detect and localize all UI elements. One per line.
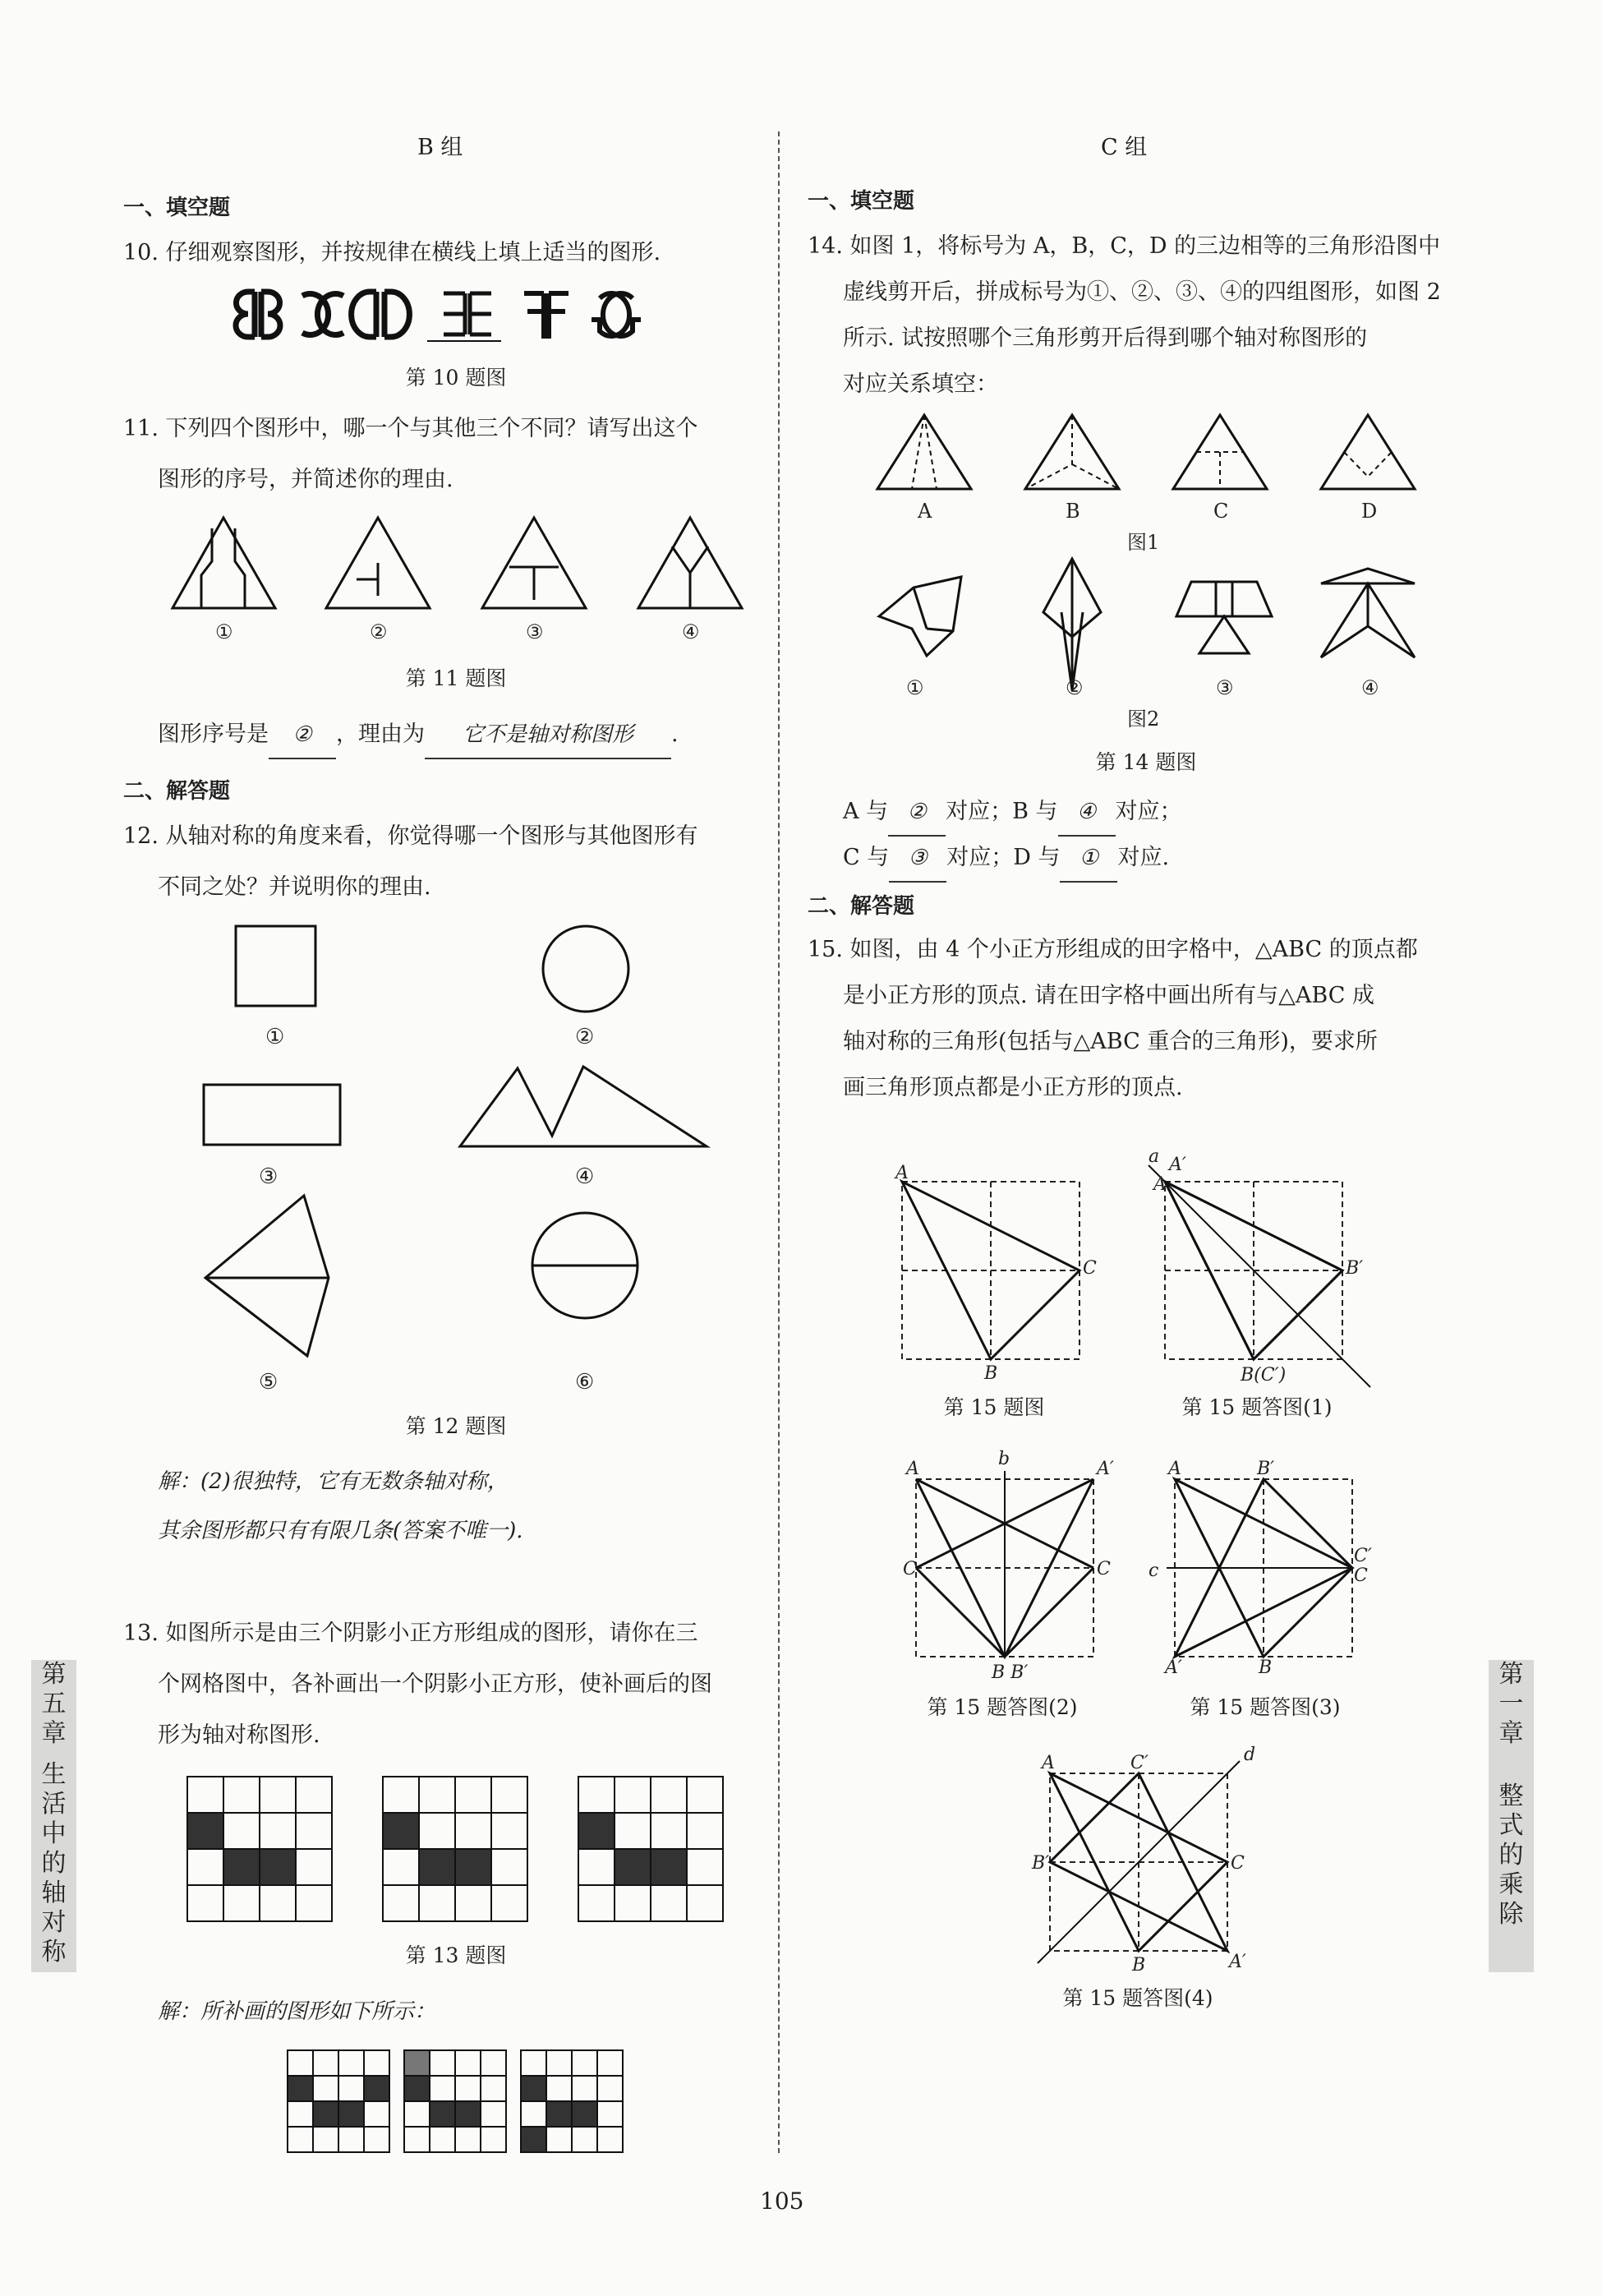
q13-solution-grids: [288, 2050, 624, 2155]
svg-text:c: c: [1149, 1561, 1159, 1581]
q11-answer-reason: 它不是轴对称图形: [425, 712, 671, 759]
section-solve: 二、解答题: [123, 779, 231, 804]
fig2-label: ③: [1216, 676, 1234, 699]
fig2-label: ②: [1066, 676, 1084, 699]
q12-label: ③: [259, 1164, 279, 1189]
answer-c: ③: [889, 835, 946, 883]
q12-line2: 不同之处？并说明你的理由.: [158, 874, 431, 900]
svg-text:B(C′): B(C′): [1241, 1365, 1287, 1385]
svg-text:A′: A′: [1229, 1952, 1246, 1972]
svg-text:B: B: [1259, 1657, 1273, 1678]
q14-answer-row2: C 与 ③ 对应；D 与 ① 对应.: [843, 835, 1169, 883]
group-b-title: B 组: [417, 135, 463, 160]
q13-grids: [187, 1777, 730, 1941]
q15-line1: 15. 如图，由 4 个小正方形组成的田字格中，△ABC 的顶点都: [808, 937, 1418, 962]
section-solve-c: 二、解答题: [808, 894, 915, 919]
q11-caption: 第 11 题图: [405, 666, 507, 690]
q15-line3: 轴对称的三角形(包括与△ABC 重合的三角形)，要求所: [843, 1029, 1378, 1054]
svg-text:d: d: [1244, 1745, 1256, 1765]
q15-answer2-caption: 第 15 题答图(2): [927, 1695, 1078, 1719]
q15-figures: [887, 1118, 1397, 1997]
q13-line3: 形为轴对称图形.: [158, 1722, 320, 1748]
svg-text:b: b: [998, 1449, 1010, 1469]
fig2-label: ①: [906, 676, 924, 699]
svg-text:A′: A′: [1165, 1657, 1182, 1678]
fig1-label: D: [1361, 500, 1378, 523]
fig2-caption: 图2: [1127, 708, 1160, 731]
q12-label: ①: [265, 1025, 285, 1049]
answer-a: ②: [888, 789, 946, 837]
svg-text:B′: B′: [1032, 1853, 1050, 1874]
q11-label: ④: [682, 620, 700, 643]
svg-text:C: C: [903, 1559, 917, 1579]
svg-text:C: C: [1231, 1853, 1245, 1874]
answer-d: ①: [1060, 835, 1117, 883]
svg-text:A: A: [1153, 1174, 1167, 1195]
svg-text:C′: C′: [1130, 1753, 1149, 1773]
svg-text:A′: A′: [1169, 1155, 1186, 1175]
q15-line4: 画三角形顶点都是小正方形的顶点.: [843, 1075, 1183, 1100]
page-number: 105: [760, 2188, 804, 2215]
svg-text:B′: B′: [1346, 1258, 1364, 1279]
q13-solution: 解：所补画的图形如下所示：: [158, 1999, 436, 2024]
svg-text:A: A: [1042, 1753, 1055, 1773]
svg-text:B B′: B B′: [992, 1662, 1029, 1683]
q12-label: ④: [575, 1164, 595, 1189]
svg-text:C: C: [1083, 1258, 1097, 1279]
q14-answer-row1: A 与 ② 对应；B 与 ④ 对应；: [843, 789, 1182, 837]
svg-text:A: A: [895, 1163, 909, 1183]
q13-line2: 个网格图中，各补画出一个阴影小正方形，使补画后的图: [158, 1671, 712, 1697]
q11-answer: 图形序号是 ② ，理由为 它不是轴对称图形 .: [158, 712, 679, 759]
svg-text:C: C: [1097, 1559, 1111, 1579]
q11-line2: 图形的序号，并简述你的理由.: [158, 467, 453, 492]
q10-text: 10. 仔细观察图形，并按规律在横线上填上适当的图形.: [123, 240, 661, 265]
q14-line2: 虚线剪开后，拼成标号为①、②、③、④的四组图形，如图 2: [843, 279, 1441, 305]
column-divider: [778, 131, 780, 2153]
q13-caption: 第 13 题图: [405, 1943, 507, 1967]
chapter-tab-left: 第 五 章 生 活 中 的 轴 对 称: [31, 1660, 76, 1972]
section-fill-blank: 一、填空题: [123, 196, 231, 220]
group-c-title: C 组: [1101, 135, 1148, 160]
q14-line3: 所示. 试按照哪个三角形剪开后得到哪个轴对称图形的: [843, 325, 1368, 351]
q15-answer1-caption: 第 15 题答图(1): [1181, 1395, 1333, 1419]
fig1-label: C: [1213, 500, 1229, 523]
q12-caption: 第 12 题图: [405, 1414, 507, 1438]
fig1-label: B: [1066, 500, 1080, 523]
fig1-label: A: [918, 500, 932, 523]
q15-answer4-caption: 第 15 题答图(4): [1062, 1986, 1213, 2010]
q14-line1: 14. 如图 1，将标号为 A，B，C，D 的三边相等的三角形沿图中: [808, 233, 1441, 259]
q12-solution-line1: 解：(2)很独特，它有无数条轴对称，: [158, 1469, 509, 1494]
section-fill-blank-c: 一、填空题: [808, 189, 915, 214]
q15-caption: 第 15 题图: [943, 1395, 1045, 1419]
q15-line2: 是小正方形的顶点. 请在田字格中画出所有与△ABC 成: [843, 983, 1375, 1008]
svg-text:A: A: [1168, 1459, 1181, 1479]
svg-text:A: A: [906, 1459, 919, 1479]
q13-line1: 13. 如图所示是由三个阴影小正方形组成的图形，请你在三: [123, 1621, 698, 1646]
q12-figure: [197, 920, 723, 1397]
q14-caption: 第 14 题图: [1095, 750, 1197, 774]
q11-label: ③: [526, 620, 544, 643]
svg-text:C′: C′: [1354, 1546, 1372, 1566]
svg-text:B: B: [984, 1363, 998, 1384]
q11-label: ②: [370, 620, 388, 643]
answer-b: ④: [1058, 789, 1116, 837]
q11-answer-number: ②: [269, 712, 336, 759]
q10-figure: [230, 284, 690, 349]
fig2-label: ④: [1361, 676, 1379, 699]
q15-answer3-caption: 第 15 题答图(3): [1190, 1695, 1341, 1719]
svg-text:B′: B′: [1257, 1459, 1275, 1479]
q10-caption: 第 10 题图: [405, 366, 507, 390]
svg-text:C: C: [1354, 1565, 1368, 1586]
fig1-caption: 图1: [1127, 531, 1160, 554]
q12-solution-line2: 其余图形都只有有限几条(答案不唯一).: [158, 1519, 523, 1543]
q11-line1: 11. 下列四个图形中，哪一个与其他三个不同？请写出这个: [123, 416, 698, 441]
q11-label: ①: [215, 620, 233, 643]
q12-label: ⑥: [575, 1370, 595, 1395]
q12-label: ⑤: [259, 1370, 279, 1395]
chapter-tab-right: 第 一 章 整 式 的 乘 除: [1489, 1660, 1534, 1972]
q12-line1: 12. 从轴对称的角度来看，你觉得哪一个图形与其他图形有: [123, 823, 698, 849]
svg-text:a: a: [1149, 1146, 1160, 1167]
q14-figures: [871, 411, 1429, 740]
q11-figure: [156, 514, 764, 653]
q12-label: ②: [575, 1025, 595, 1049]
q14-line4: 对应关系填空：: [843, 371, 998, 397]
svg-text:B: B: [1132, 1955, 1146, 1976]
svg-text:A′: A′: [1097, 1459, 1114, 1479]
